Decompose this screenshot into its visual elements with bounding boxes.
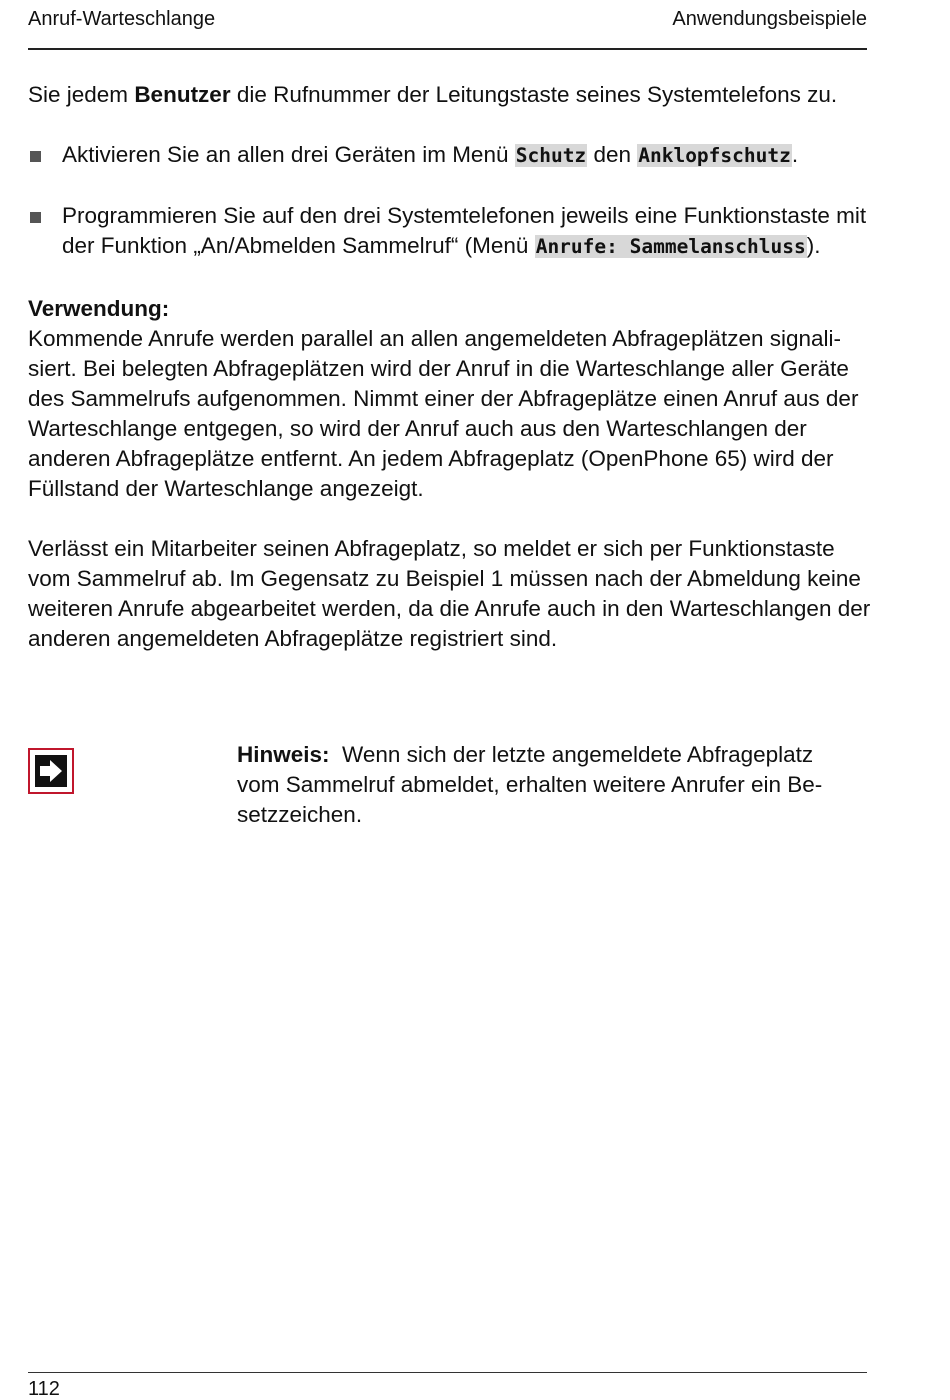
header-section-title: Anwendungsbeispiele bbox=[672, 8, 867, 30]
menu-code-anklopfschutz: Anklopfschutz bbox=[638, 144, 791, 167]
page-header bbox=[28, 6, 867, 50]
note-text bbox=[237, 740, 857, 830]
bullet-item-protection bbox=[28, 140, 873, 171]
menu-code-schutz: Schutz bbox=[515, 144, 587, 167]
usage-paragraph-2: Verlässt ein Mitarbeiter seinen Abfrageplatz, so meldet er sich per Funktionstaste vom Sammelruf ab. Im Gegensatz zu Beispiel 1 müssen nach der Abmeldung keine weiteren Anrufe abgearbeitet werden, da die Anrufe auch in den Warteschlangen der anderen angemeldeten Abfrageplätze registriert sind. bbox=[28, 536, 871, 651]
note-label: Hinweis: bbox=[237, 742, 330, 767]
bullet-text: . bbox=[791, 142, 799, 167]
bullet-square-icon bbox=[30, 212, 41, 223]
intro-text-start: Sie jedem bbox=[28, 82, 135, 107]
bullet-text: den bbox=[587, 142, 638, 167]
arrow-right-icon bbox=[28, 748, 74, 794]
note-body: Wenn sich der letzte angemeldete Abfrageplatz vom Sammelruf abmeldet, erhalten weitere Anrufer ein Besetzzeichen. bbox=[237, 742, 823, 827]
bullet-text: ). bbox=[806, 233, 821, 258]
bullet-item-function-key bbox=[28, 201, 873, 262]
intro-text-end: die Rufnummer der Leitungstaste seines Systemtelefons zu. bbox=[230, 82, 838, 107]
section-heading: Verwendung: bbox=[28, 296, 170, 321]
intro-paragraph bbox=[28, 80, 873, 110]
menu-code-sammelanschluss: Anrufe: Sammelanschluss bbox=[535, 235, 806, 258]
page-footer bbox=[28, 1372, 867, 1400]
bullet-square-icon bbox=[30, 151, 41, 162]
header-chapter-title: Anruf-Warteschlange bbox=[28, 8, 216, 30]
note-box bbox=[28, 740, 873, 840]
bullet-text: Programmieren Sie auf den drei Systemtelefonen jeweils eine Funktionstaste mit der Funktion „An/Abmelden Sammelruf“ (Menü bbox=[62, 203, 867, 258]
usage-paragraph-1: Kommende Anrufe werden parallel an allen angemeldeten Abfrageplätzen signalisiert. Bei belegten Abfrageplätzen wird der Anruf in die Warteschlange aller Geräte des Sammelrufs aufgenommen. Nimmt einer der Abfrageplätze einen Anruf aus der Warteschlange entgegen, so wird der Anruf auch aus den Warteschlangen der anderen Abfrageplätze entfernt. An jedem Abfrageplatz (OpenPhone 65) wird der Füllstand der Warteschlange angezeigt. bbox=[28, 326, 859, 501]
intro-bold-term: Benutzer bbox=[134, 82, 231, 107]
page-content bbox=[28, 80, 873, 654]
bullet-text: Aktivieren Sie an allen drei Geräten im Menü bbox=[62, 142, 515, 167]
page-number: 112 bbox=[28, 1378, 60, 1400]
